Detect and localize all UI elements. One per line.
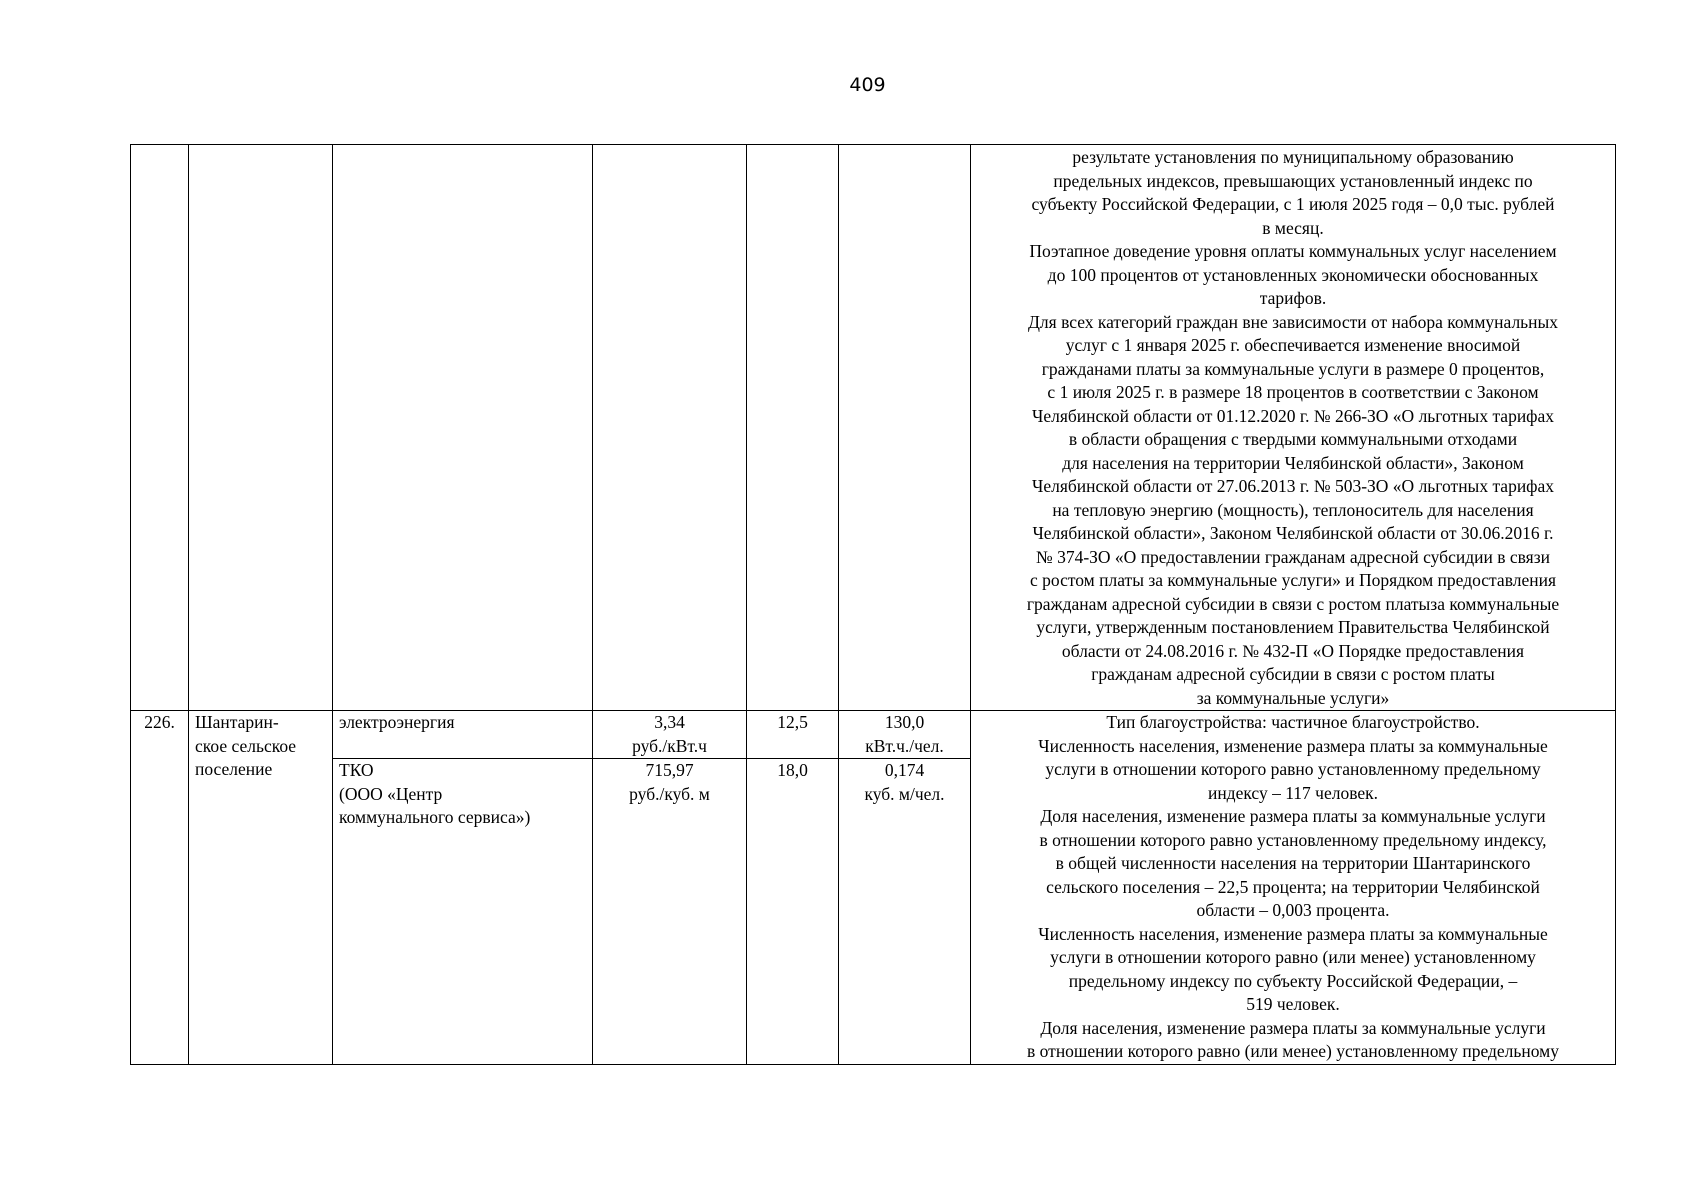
municipality-name-line: ское сельское	[195, 735, 297, 756]
service-name: коммунального сервиса»)	[339, 807, 531, 827]
cont-service-cell	[333, 145, 593, 711]
desc-line: 519 человек.	[1246, 994, 1340, 1014]
desc-line: с ростом платы за коммунальные услуги» и Порядком предоставления	[1030, 570, 1556, 590]
percent-cell	[747, 711, 839, 759]
desc-line: Поэтапное доведение уровня оплаты коммунальных услуг населением	[1029, 241, 1557, 261]
service-name: (ООО «Центр	[339, 783, 443, 804]
tariff-unit: руб./кВт.ч	[632, 735, 707, 756]
desc-line: услуги в отношении которого равно (или менее) установленному	[1050, 947, 1536, 967]
desc-line: в месяц.	[1262, 217, 1324, 238]
volume-cell	[839, 711, 971, 759]
tariff-cell	[593, 759, 747, 1065]
desc-line: сельского поселения – 22,5 процента; на территории Челябинской	[1046, 876, 1540, 897]
desc-line: в общей численности населения на территории Шантаринского	[1055, 853, 1531, 873]
desc-line: предельных индексов, превышающих установленный индекс по	[1053, 170, 1533, 191]
cont-volume-cell	[839, 145, 971, 711]
cont-description-cell	[971, 145, 1616, 711]
service-name-cell	[333, 759, 593, 1065]
tariff-unit: руб./куб. м	[629, 783, 710, 804]
desc-line: тарифов.	[1259, 288, 1327, 308]
desc-line: в области обращения с твердыми коммунальными отходами	[1068, 429, 1518, 449]
tariff-value: 3,34	[654, 712, 685, 732]
desc-line: гражданами платы за коммунальные услуги в размере 0 процентов,	[1041, 358, 1545, 379]
description-cell	[971, 711, 1616, 1065]
desc-line: индексу – 117 человек.	[1207, 782, 1379, 803]
desc-line: Доля населения, изменение размера платы за коммунальные услуги	[1040, 1017, 1546, 1038]
volume-cell	[839, 759, 971, 1065]
service-name: электроэнергия	[339, 712, 455, 732]
tariff-cell	[593, 711, 747, 759]
desc-line: предельному индексу по субъекту Российской Федерации, –	[1068, 970, 1518, 991]
desc-line: результате установления по муниципальному образованию	[1072, 147, 1514, 167]
tariff-table	[130, 144, 1616, 1065]
desc-line: Для всех категорий граждан вне зависимости от набора коммунальных	[1027, 311, 1559, 332]
desc-line: Челябинской области от 01.12.2020 г. № 266-ЗО «О льготных тарифах	[1031, 405, 1555, 426]
volume-unit: куб. м/чел.	[864, 783, 945, 804]
desc-line: Челябинской области», Законом Челябинской области от 30.06.2016 г.	[1032, 523, 1554, 543]
desc-line: гражданам адресной субсидии в связи с ростом платыза коммунальные	[1026, 593, 1560, 614]
desc-line: в отношении которого равно (или менее) установленному предельному	[1027, 1041, 1559, 1061]
municipality-name-line: поселение	[195, 759, 273, 779]
cont-name-cell	[189, 145, 333, 711]
table-row	[131, 711, 1616, 759]
desc-line: Доля населения, изменение размера платы за коммунальные услуги	[1040, 806, 1546, 826]
desc-line: Численность населения, изменение размера платы за коммунальные	[1038, 735, 1548, 756]
desc-line: области от 24.08.2016 г. № 432-П «О Порядке предоставления	[1061, 640, 1525, 661]
desc-line: области – 0,003 процента.	[1196, 900, 1390, 920]
desc-line: услуг с 1 января 2025 г. обеспечивается изменение вносимой	[1065, 335, 1521, 355]
desc-line: на тепловую энергию (мощность), теплоноситель для населения	[1052, 499, 1534, 520]
row-number-cell	[131, 711, 189, 1065]
desc-line: для населения на территории Челябинской области», Законом	[1062, 452, 1524, 473]
desc-line: в отношении которого равно установленному предельному индексу,	[1039, 829, 1547, 850]
tariff-value: 715,97	[645, 760, 694, 780]
municipality-cell	[189, 711, 333, 1065]
desc-line: за коммунальные услуги»	[1196, 687, 1390, 708]
desc-line: до 100 процентов от установленных экономически обоснованных	[1047, 264, 1539, 285]
desc-line: гражданам адресной субсидии в связи с ростом платы	[1091, 664, 1495, 684]
percent-cell	[747, 759, 839, 1065]
desc-line: № 374-ЗО «О предоставлении гражданам адресной субсидии в связи	[1036, 546, 1550, 567]
desc-line: субъекту Российской Федерации, с 1 июля 2025 годя – 0,0 тыс. рублей	[1031, 194, 1555, 214]
service-name: ТКО	[339, 760, 374, 780]
desc-line: Тип благоустройства: частичное благоустройство.	[1106, 712, 1480, 732]
row-number: 226.	[144, 712, 175, 732]
volume-value: 130,0	[884, 712, 925, 732]
municipality-name-line: Шантарин-	[195, 712, 279, 732]
desc-line: услуги в отношении которого равно установленному предельному	[1045, 759, 1541, 779]
page-number: 409	[849, 74, 886, 96]
cont-number-cell	[131, 145, 189, 711]
service-name-cell	[333, 711, 593, 759]
continuation-row	[131, 145, 1616, 711]
desc-line: Челябинской области от 27.06.2013 г. № 503-ЗО «О льготных тарифах	[1031, 476, 1555, 496]
cont-percent-cell	[747, 145, 839, 711]
cont-tariff-cell	[593, 145, 747, 711]
percent-value: 12,5	[777, 712, 808, 732]
volume-value: 0,174	[884, 760, 925, 780]
volume-unit: кВт.ч./чел.	[865, 735, 944, 756]
desc-line: с 1 июля 2025 г. в размере 18 процентов в соответствии с Законом	[1047, 382, 1539, 402]
desc-line: услуги, утвержденным постановлением Правительства Челябинской	[1036, 617, 1550, 637]
percent-value: 18,0	[777, 760, 808, 780]
desc-line: Численность населения, изменение размера платы за коммунальные	[1038, 923, 1548, 944]
